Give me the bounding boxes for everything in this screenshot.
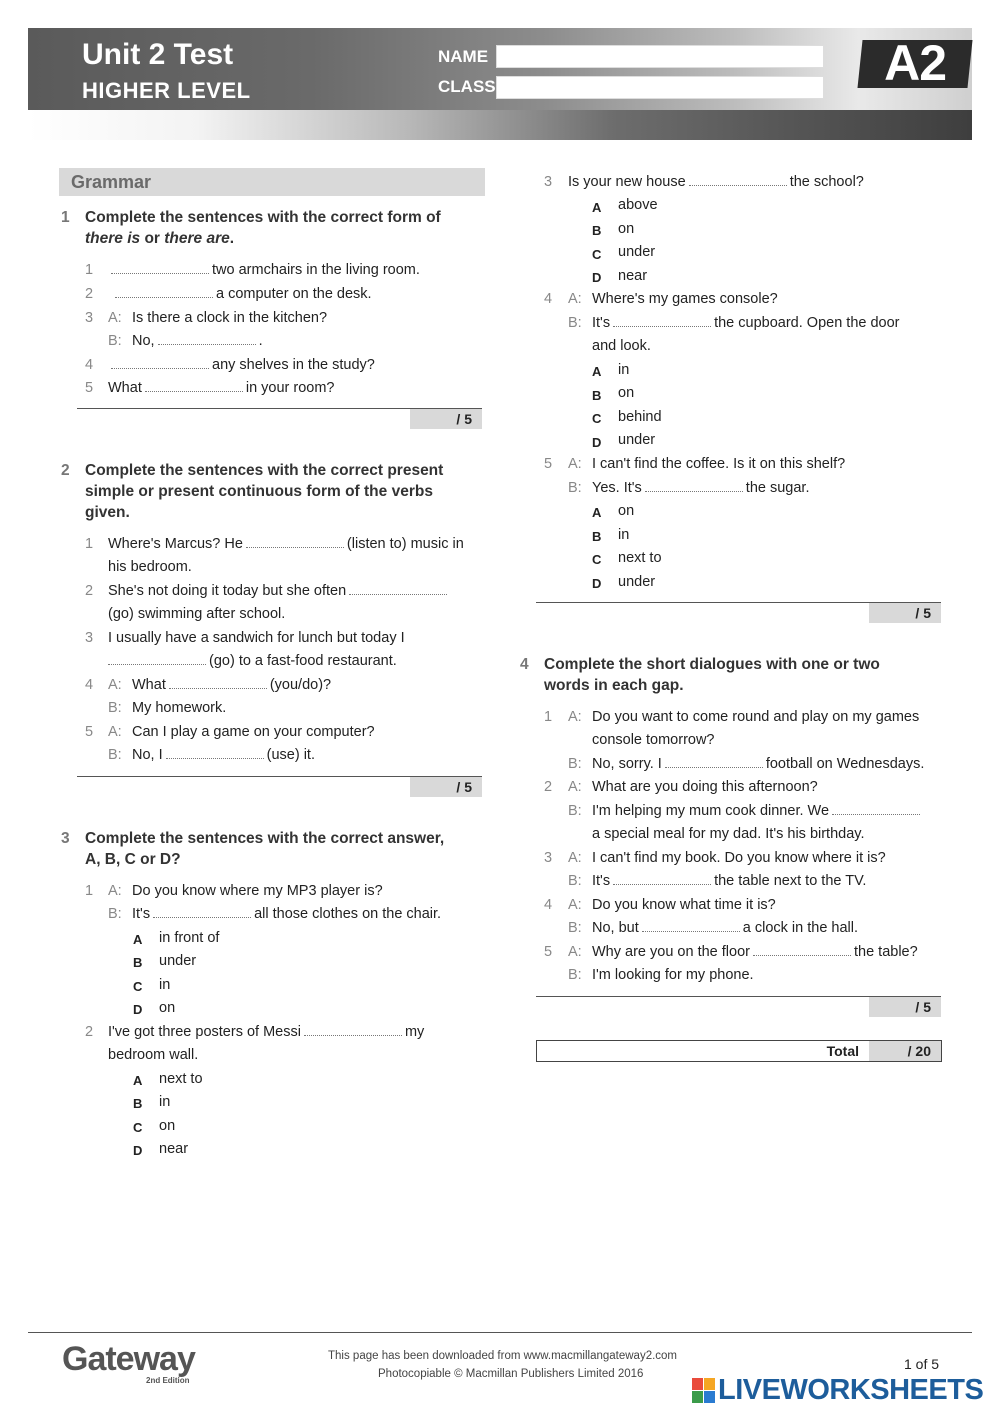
answer-gap[interactable] [111, 358, 209, 369]
answer-gap[interactable] [166, 748, 264, 759]
score-row [77, 408, 482, 429]
total-label: Total [826, 1043, 859, 1059]
answer-gap[interactable] [246, 537, 344, 548]
answer-gap[interactable] [111, 263, 209, 274]
score-box: / 5 [869, 997, 941, 1017]
download-note: This page has been downloaded from www.macmillangateway2.com [328, 1350, 678, 1362]
answer-gap[interactable] [158, 334, 256, 345]
footer-divider [28, 1332, 972, 1333]
level-badge-text: A2 [884, 35, 947, 91]
answer-gap[interactable] [304, 1025, 402, 1036]
exercise-number: 4 [520, 656, 529, 673]
header-strip [28, 110, 972, 140]
gateway-logo: Gateway [62, 1340, 195, 1378]
score-box: / 5 [869, 603, 941, 623]
answer-gap[interactable] [115, 287, 213, 298]
score-row [536, 996, 941, 1017]
exercise-number: 1 [61, 209, 70, 226]
answer-gap[interactable] [145, 381, 243, 392]
answer-gap[interactable] [689, 175, 787, 186]
section-grammar: Grammar [59, 168, 485, 196]
liveworksheets-icon [692, 1378, 716, 1404]
total-row [536, 1040, 942, 1062]
score-row [77, 776, 482, 797]
answer-gap[interactable] [645, 481, 743, 492]
answer-gap[interactable] [169, 678, 267, 689]
answer-gap[interactable] [832, 804, 920, 815]
answer-gap[interactable] [642, 921, 740, 932]
edition-label: 2nd Edition [146, 1376, 190, 1385]
test-level: HIGHER LEVEL [82, 78, 251, 103]
score-row [536, 602, 941, 623]
level-badge [857, 35, 972, 91]
answer-gap[interactable] [613, 874, 711, 885]
copyright: Photocopiable © Macmillan Publishers Limited 2016 [378, 1368, 644, 1380]
exercise-number: 3 [61, 830, 70, 847]
answer-gap[interactable] [153, 907, 251, 918]
answer-gap[interactable] [665, 757, 763, 768]
name-field[interactable] [496, 45, 824, 68]
score-box: / 5 [410, 777, 482, 797]
exercise-number: 2 [61, 462, 70, 479]
page-number: 1 of 5 [904, 1356, 940, 1372]
class-field[interactable] [496, 76, 824, 99]
score-box: / 5 [410, 409, 482, 429]
total-score: / 20 [869, 1041, 941, 1061]
answer-gap[interactable] [349, 584, 447, 595]
answer-gap[interactable] [753, 945, 851, 956]
test-title: Unit 2 Test [82, 38, 234, 71]
answer-gap[interactable] [613, 316, 711, 327]
name-label: NAME [438, 47, 489, 66]
answer-gap[interactable] [108, 654, 206, 665]
liveworksheets-watermark[interactable]: LIVEWORKSHEETS [718, 1374, 984, 1406]
class-label: CLASS [438, 77, 496, 96]
